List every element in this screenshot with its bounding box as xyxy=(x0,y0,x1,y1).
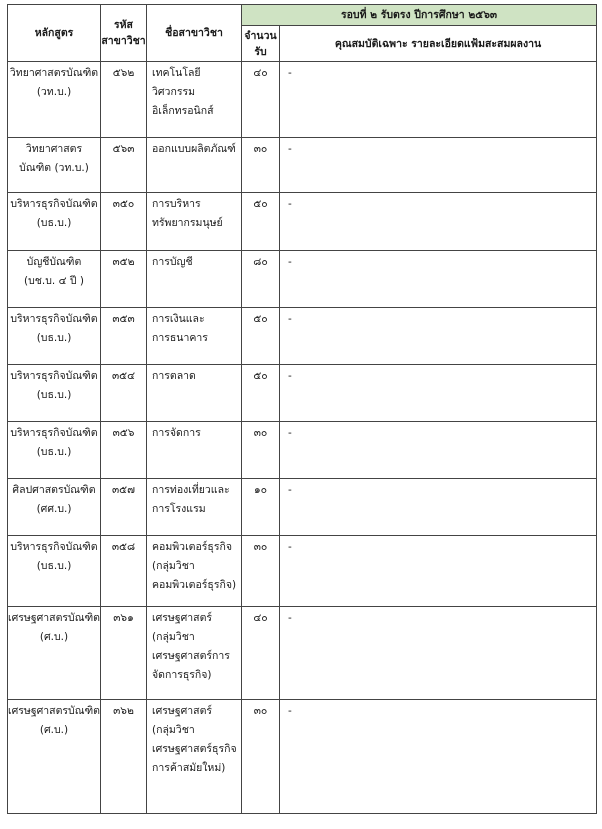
seats-cell: ๓๐ xyxy=(242,700,280,814)
major-cell: เทคโนโลยี วิศวกรรม อิเล็กทรอนิกส์ xyxy=(147,62,242,138)
table-row xyxy=(8,479,597,536)
seats-cell: ๘๐ xyxy=(242,251,280,308)
seats-cell: ๓๐ xyxy=(242,536,280,607)
header-major: ชื่อสาขาวิชา xyxy=(147,5,242,62)
seats-cell: ๕๐ xyxy=(242,193,280,251)
code-cell: ๓๖๑ xyxy=(101,607,147,700)
code-cell: ๓๕๒ xyxy=(101,251,147,308)
qualification-cell: - xyxy=(280,700,597,814)
program-cell: บริหารธุรกิจบัณฑิต (บธ.บ.) xyxy=(8,365,101,422)
program-cell: ศิลปศาสตรบัณฑิต (ศศ.บ.) xyxy=(8,479,101,536)
code-cell: ๓๕๔ xyxy=(101,365,147,422)
table-row xyxy=(8,607,597,700)
seats-cell: ๕๐ xyxy=(242,308,280,365)
program-cell: วิทยาศาสตรบัณฑิต (วท.บ.) xyxy=(8,62,101,138)
header-code: รหัส สาขาวิชา xyxy=(101,5,147,62)
seats-cell: ๓๐ xyxy=(242,138,280,193)
major-cell: การบริหาร ทรัพยากรมนุษย์ xyxy=(147,193,242,251)
qualification-cell: - xyxy=(280,365,597,422)
program-cell: บริหารธุรกิจบัณฑิต (บธ.บ.) xyxy=(8,536,101,607)
qualification-cell: - xyxy=(280,422,597,479)
table-row xyxy=(8,422,597,479)
major-cell: การจัดการ xyxy=(147,422,242,479)
code-cell: ๓๕๗ xyxy=(101,479,147,536)
program-cell: บัญชีบัณฑิต (บช.บ. ๔ ปี ) xyxy=(8,251,101,308)
seats-cell: ๔๐ xyxy=(242,62,280,138)
major-cell: เศรษฐศาสตร์ (กลุ่มวิชา เศรษฐศาสตร์ธุรกิจ การค้าสมัยใหม่) xyxy=(147,700,242,814)
major-cell: การท่องเที่ยวและ การโรงแรม xyxy=(147,479,242,536)
seats-cell: ๕๐ xyxy=(242,365,280,422)
qualification-cell: - xyxy=(280,251,597,308)
code-cell: ๕๖๒ xyxy=(101,62,147,138)
qualification-cell: - xyxy=(280,479,597,536)
qualification-cell: - xyxy=(280,62,597,138)
major-cell: การตลาด xyxy=(147,365,242,422)
major-cell: เศรษฐศาสตร์ (กลุ่มวิชา เศรษฐศาสตร์การ จัดการธุรกิจ) xyxy=(147,607,242,700)
program-cell: บริหารธุรกิจบัณฑิต (บธ.บ.) xyxy=(8,193,101,251)
qualification-cell: - xyxy=(280,607,597,700)
code-cell: ๓๕๓ xyxy=(101,308,147,365)
major-cell: คอมพิวเตอร์ธุรกิจ (กลุ่มวิชา คอมพิวเตอร์ธุรกิจ) xyxy=(147,536,242,607)
qualification-cell: - xyxy=(280,138,597,193)
program-cell: เศรษฐศาสตรบัณฑิต (ศ.บ.) xyxy=(8,700,101,814)
code-cell: ๓๖๒ xyxy=(101,700,147,814)
code-cell: ๕๖๓ xyxy=(101,138,147,193)
table-row xyxy=(8,308,597,365)
header-round: รอบที่ ๒ รับตรง ปีการศึกษา ๒๕๖๓ xyxy=(242,5,597,26)
table-row xyxy=(8,700,597,814)
table-row xyxy=(8,138,597,193)
seats-cell: ๑๐ xyxy=(242,479,280,536)
header-seats: จำนวน รับ xyxy=(242,26,280,62)
seats-cell: ๓๐ xyxy=(242,422,280,479)
code-cell: ๓๕๐ xyxy=(101,193,147,251)
table-row xyxy=(8,251,597,308)
admission-table xyxy=(7,4,597,814)
major-cell: ออกแบบผลิตภัณฑ์ xyxy=(147,138,242,193)
table-row xyxy=(8,193,597,251)
header-program: หลักสูตร xyxy=(8,5,101,62)
table-row xyxy=(8,365,597,422)
seats-cell: ๔๐ xyxy=(242,607,280,700)
code-cell: ๓๕๖ xyxy=(101,422,147,479)
table-row xyxy=(8,62,597,138)
program-cell: บริหารธุรกิจบัณฑิต (บธ.บ.) xyxy=(8,308,101,365)
qualification-cell: - xyxy=(280,308,597,365)
table-row xyxy=(8,536,597,607)
qualification-cell: - xyxy=(280,536,597,607)
program-cell: เศรษฐศาสตรบัณฑิต (ศ.บ.) xyxy=(8,607,101,700)
header-qualifications: คุณสมบัติเฉพาะ รายละเอียดแฟ้มสะสมผลงาน xyxy=(280,26,597,62)
program-cell: บริหารธุรกิจบัณฑิต (บธ.บ.) xyxy=(8,422,101,479)
major-cell: การบัญชี xyxy=(147,251,242,308)
major-cell: การเงินและ การธนาคาร xyxy=(147,308,242,365)
code-cell: ๓๕๘ xyxy=(101,536,147,607)
program-cell: วิทยาศาสตร บัณฑิต (วท.บ.) xyxy=(8,138,101,193)
qualification-cell: - xyxy=(280,193,597,251)
